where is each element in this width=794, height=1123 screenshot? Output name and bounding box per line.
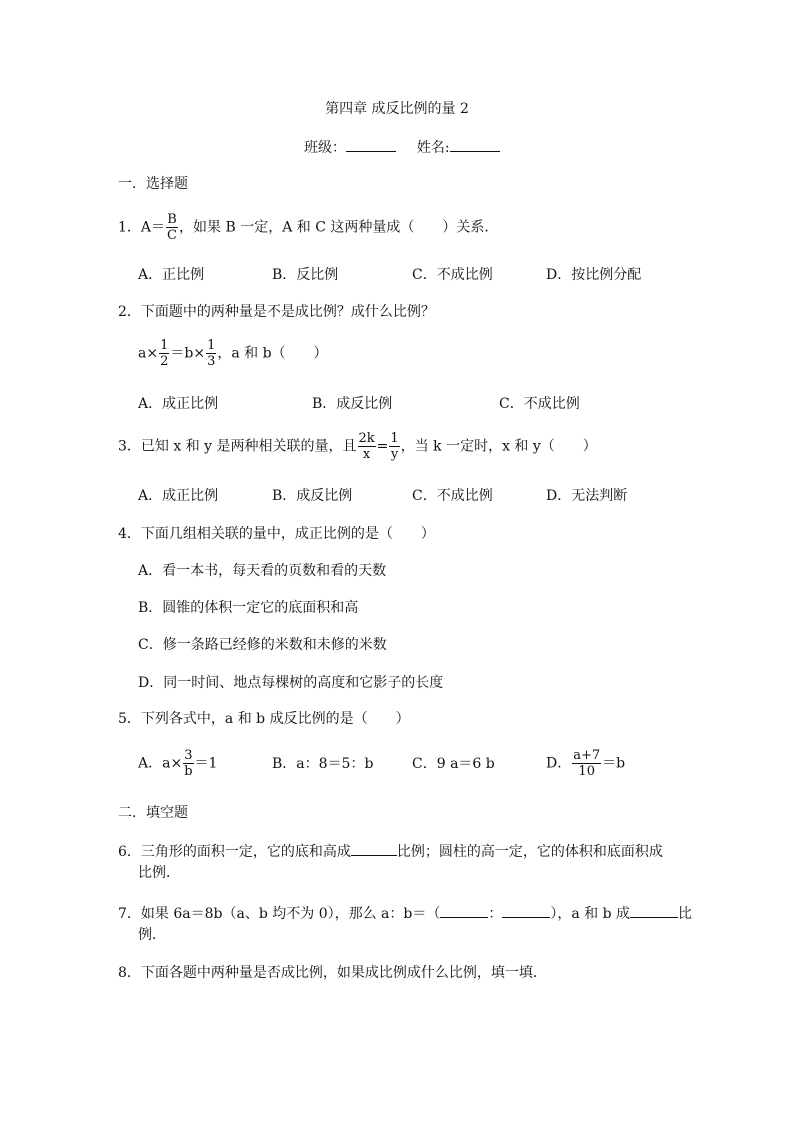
q5-opt-a-fraction: [183, 748, 193, 779]
question-5: 5．下列各式中，a 和 b 成反比例的是（ ）: [118, 711, 410, 727]
question-3: [118, 431, 597, 462]
q5-option-b: B．a：8＝5：b: [272, 756, 374, 772]
q4-option-a: A．看一本书，每天看的页数和看的天数: [138, 563, 387, 579]
section-choice-heading: 一．选择题: [118, 176, 188, 192]
q2-expr-a: a×: [138, 345, 159, 362]
question-2: 2．下面题中的两种量是不是成比例？成什么比例？: [118, 304, 435, 320]
q6-text-a: 6．三角形的面积一定，它的底和高成: [118, 844, 351, 860]
q3-option-c: C．不成比例: [412, 488, 493, 504]
q2-expr-b: ＝b×: [170, 345, 206, 362]
q5-opt-d-num: a+7: [573, 748, 601, 763]
class-label: 班级：: [304, 140, 346, 156]
q3-f1-num: 2k: [358, 431, 375, 446]
q7-blank-3: [630, 903, 678, 918]
question-6-line-2: 比例．: [138, 865, 180, 881]
question-4: 4．下面几组相关联的量中，成正比例的是（ ）: [118, 526, 435, 542]
q3-eq: =: [376, 438, 389, 455]
q3-f2-den: y: [390, 447, 399, 462]
q3-fraction-2: [389, 431, 399, 462]
q1-option-c: C．不成比例: [412, 267, 493, 283]
q3-option-b: B．成反比例: [272, 488, 353, 504]
q3-option-d: D．无法判断: [546, 488, 628, 504]
q7-blank-2: [502, 903, 550, 918]
q3-fraction-1: [358, 431, 376, 462]
q2-option-b: B．成反比例: [312, 396, 393, 412]
q3-f2-num: 1: [390, 431, 399, 446]
q2-expression: [138, 338, 328, 369]
q1-option-b: B．反比例: [272, 267, 339, 283]
q2-f1-den: 2: [160, 354, 169, 369]
q2-f1-num: 1: [160, 338, 169, 353]
q1-number: 1．: [118, 219, 141, 236]
question-7-line-2: 例．: [138, 927, 166, 943]
q5-opt-a-pre: A．a×: [138, 755, 183, 772]
q7-blank-1: [440, 903, 488, 918]
page-title: 第四章 成反比例的量 2: [325, 101, 469, 117]
question-7-line-1: [118, 903, 692, 923]
q3-pre: 3．已知 x 和 y 是两种相关联的量，且: [118, 438, 357, 455]
q5-option-c: C．9 a＝6 b: [412, 756, 495, 772]
q2-f2-num: 1: [207, 338, 216, 353]
q5-opt-a-post: ＝1: [194, 755, 218, 772]
q1-a: A＝: [140, 219, 166, 236]
q3-option-a: A．成正比例: [138, 488, 219, 504]
q5-opt-d-fraction: [572, 748, 601, 779]
q6-text-b: 比例；圆柱的高一定，它的体积和底面积成: [396, 844, 663, 860]
q5-option-d: [546, 748, 625, 779]
q2-option-a: A．成正比例: [138, 396, 219, 412]
q7-text-a: 7．如果 6a＝8b（a、b 均不为 0），那么 a：b＝（: [118, 906, 441, 922]
q3-post: ，当 k 一定时，x 和 y（ ）: [400, 438, 597, 455]
q5-opt-a-den: b: [184, 764, 193, 779]
q6-blank-1: [351, 841, 397, 856]
class-blank: [346, 137, 396, 152]
q2-option-c: C．不成比例: [499, 396, 580, 412]
q4-option-d: D．同一时间、地点每棵树的高度和它影子的长度: [138, 675, 444, 691]
name-blank: [450, 137, 500, 152]
name-label: 姓名:: [416, 140, 450, 156]
q7-colon: ：: [488, 906, 503, 922]
q5-opt-d-den: 10: [578, 764, 595, 779]
question-8: 8．下面各题中两种量是否成比例，如果成比例成什么比例，填一填．: [118, 965, 547, 981]
q1-option-d: D．按比例分配: [546, 267, 642, 283]
q3-f1-den: x: [362, 447, 371, 462]
q1-text: ，如果 B 一定，A 和 C 这两种量成（ ）关系．: [179, 219, 499, 236]
q1-option-a: A．正比例: [138, 267, 205, 283]
q5-opt-a-num: 3: [184, 748, 193, 763]
q1-frac-den: C: [167, 228, 177, 243]
q4-option-b: B．圆锥的体积一定它的底面积和高: [138, 600, 359, 616]
q7-text-c: 比: [678, 906, 693, 922]
question-6-line-1: [118, 841, 663, 861]
q2-f2-den: 3: [207, 354, 216, 369]
q2-fraction-2: [206, 338, 216, 369]
q5-opt-d-pre: D．: [546, 755, 572, 772]
q5-option-a: [138, 748, 217, 779]
q1-fraction: [166, 212, 178, 243]
q2-expr-c: ，a 和 b（ ）: [217, 345, 328, 362]
section-fill-heading: 二．填空题: [118, 805, 188, 821]
q5-opt-d-post: ＝b: [602, 755, 626, 772]
q4-option-c: C．修一条路已经修的米数和未修的米数: [138, 637, 387, 653]
question-1: [118, 212, 498, 243]
class-name-line: [304, 137, 500, 157]
q1-frac-num: B: [167, 212, 177, 227]
q2-fraction-1: [159, 338, 169, 369]
q7-text-b: ），a 和 b 成: [550, 906, 631, 922]
